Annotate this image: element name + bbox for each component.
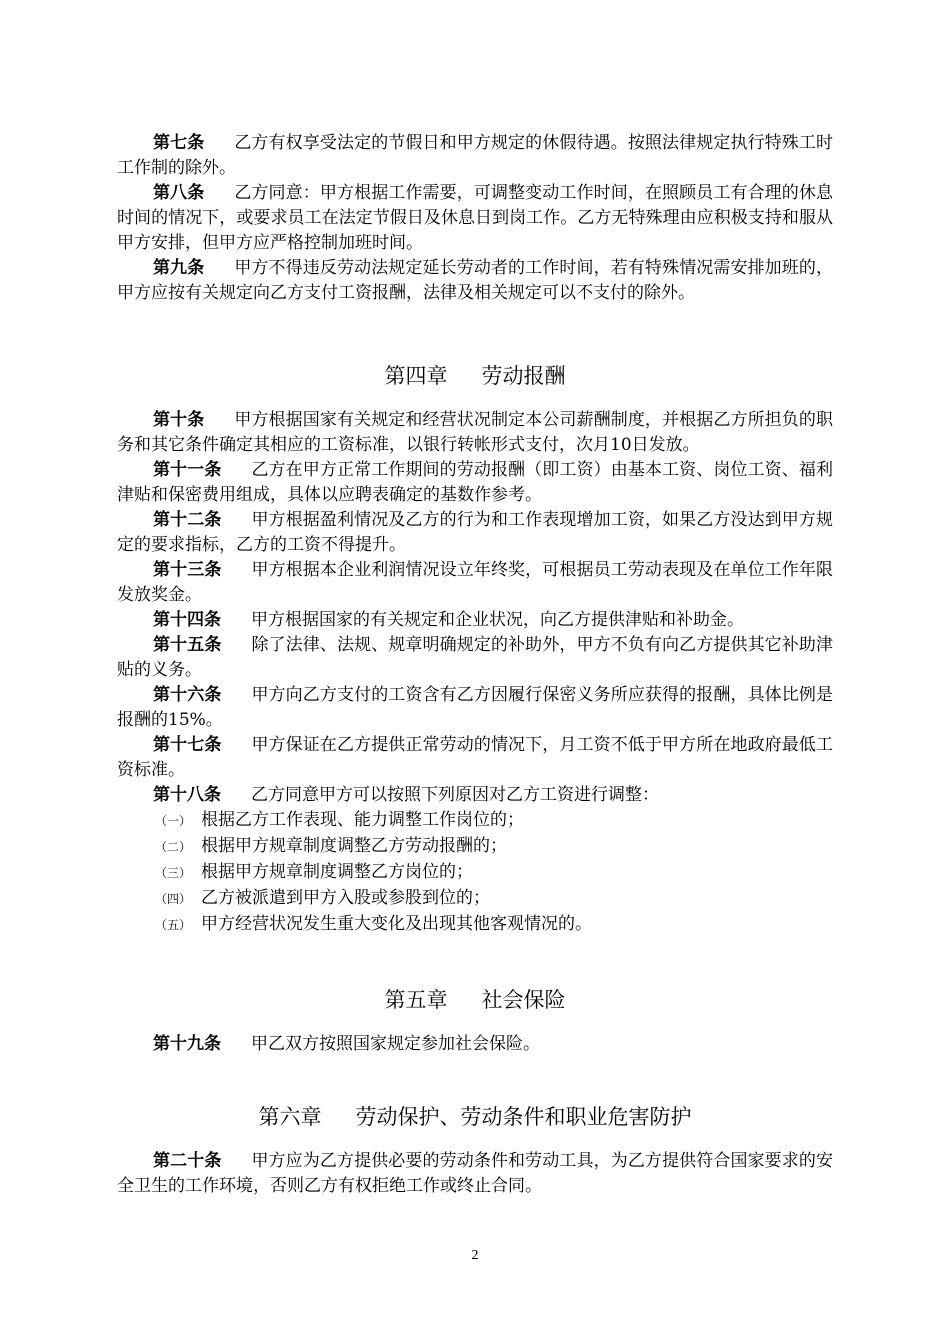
- article-text: 乙方在甲方正常工作期间的劳动报酬（即工资）由基本工资、岗位工资、福利津贴和保密费用组成，具体以应聘表确定的基数作参考。: [117, 460, 834, 505]
- item-number: （一）: [155, 814, 192, 828]
- article-7: [117, 131, 833, 181]
- article-label: 第十七条: [153, 735, 222, 755]
- article-text: 除了法律、法规、规章明确规定的补助外，甲方不负有向乙方提供其它补助津贴的义务。: [117, 635, 834, 680]
- article-text: 甲乙双方按照国家规定参加社会保险。: [251, 1034, 540, 1054]
- article-label: 第十四条: [153, 610, 221, 630]
- item-text: 乙方被派遣到甲方入股或参股到位的；: [201, 888, 490, 908]
- article-text: 甲方向乙方支付的工资含有乙方因履行保密义务所应获得的报酬，具体比例是报酬的15%。: [117, 685, 834, 730]
- item-number: （五）: [155, 918, 192, 932]
- item-text: 甲方经营状况发生重大变化及出现其他客观情况的。: [201, 914, 592, 934]
- chapter-number: 第六章: [258, 1105, 322, 1129]
- chapter-title: 社会保险: [481, 988, 566, 1012]
- article-14: [117, 608, 833, 633]
- article-11: [117, 458, 833, 508]
- article-19: [117, 1032, 833, 1057]
- chapter-number: 第五章: [384, 988, 448, 1012]
- article-16: [117, 683, 833, 733]
- item-number: （四）: [155, 892, 192, 906]
- article-label: 第十八条: [153, 785, 221, 805]
- chapter-5-heading: [117, 986, 833, 1014]
- list-item: [117, 834, 833, 860]
- article-text: 甲方保证在乙方提供正常劳动的情况下，月工资不低于甲方所在地政府最低工资标准。: [117, 735, 834, 780]
- article-text: 甲方根据国家的有关规定和企业状况，向乙方提供津贴和补助金。: [251, 610, 744, 630]
- chapter-number: 第四章: [384, 364, 448, 388]
- article-9: [117, 256, 833, 306]
- item-text: 根据甲方规章制度调整乙方劳动报酬的；: [201, 836, 507, 856]
- article-15: [117, 633, 833, 683]
- article-text: 乙方同意：甲方根据工作需要，可调整变动工作时间，在照顾员工有合理的休息时间的情况下，或要求员工在法定节假日及休息日到岗工作。乙方无特殊理由应积极支持和服从甲方安排，但甲方应严格控制加班时间。: [117, 183, 834, 253]
- page-number: 2: [471, 1248, 479, 1263]
- list-item: [117, 808, 833, 834]
- article-label: 第十条: [153, 410, 205, 430]
- article-label: 第八条: [153, 183, 205, 203]
- chapter-title: 劳动保护、劳动条件和职业危害防护: [355, 1105, 692, 1129]
- article-text: 甲方不得违反劳动法规定延长劳动者的工作时间，若有特殊情况需安排加班的，甲方应按有关规定向乙方支付工资报酬，法律及相关规定可以不支付的除外。: [117, 258, 834, 303]
- article-label: 第九条: [153, 258, 205, 278]
- article-text: 甲方根据本企业利润情况设立年终奖，可根据员工劳动表现及在单位工作年限发放奖金。: [117, 560, 834, 605]
- article-text: 甲方根据盈利情况及乙方的行为和工作表现增加工资，如果乙方没达到甲方规定的要求指标，乙方的工资不得提升。: [117, 510, 834, 555]
- list-item: [117, 912, 833, 938]
- article-text: 乙方有权享受法定的节假日和甲方规定的休假待遇。按照法律规定执行特殊工时工作制的除外。: [117, 133, 834, 178]
- article-label: 第十六条: [153, 685, 222, 705]
- item-number: （二）: [155, 840, 192, 854]
- chapter-title: 劳动报酬: [481, 364, 566, 388]
- chapter-6-heading: [117, 1103, 833, 1131]
- article-13: [117, 558, 833, 608]
- article-label: 第十九条: [153, 1034, 221, 1054]
- article-17: [117, 733, 833, 783]
- article-text: 乙方同意甲方可以按照下列原因对乙方工资进行调整：: [251, 785, 659, 805]
- article-label: 第十二条: [153, 510, 222, 530]
- chapter-4-heading: [117, 362, 833, 390]
- article-label: 第十三条: [153, 560, 222, 580]
- list-item: [117, 860, 833, 886]
- article-text: 甲方根据国家有关规定和经营状况制定本公司薪酬制度，并根据乙方所担负的职务和其它条件确定其相应的工资标准，以银行转帐形式支付，次月10日发放。: [117, 410, 834, 455]
- article-18: [117, 783, 833, 808]
- list-item: [117, 886, 833, 912]
- article-20: [117, 1149, 833, 1199]
- item-text: 根据甲方规章制度调整乙方岗位的；: [201, 862, 473, 882]
- item-text: 根据乙方工作表现、能力调整工作岗位的；: [201, 810, 524, 830]
- article-text: 甲方应为乙方提供必要的劳动条件和劳动工具，为乙方提供符合国家要求的安全卫生的工作环境，否则乙方有权拒绝工作或终止合同。: [117, 1151, 834, 1196]
- item-number: （三）: [155, 866, 192, 880]
- article-label: 第七条: [153, 133, 205, 153]
- article-label: 第十一条: [153, 460, 222, 480]
- article-label: 第二十条: [153, 1151, 222, 1171]
- article-8: [117, 181, 833, 256]
- document-page: [117, 131, 833, 1199]
- article-12: [117, 508, 833, 558]
- article-10: [117, 408, 833, 458]
- article-label: 第十五条: [153, 635, 222, 655]
